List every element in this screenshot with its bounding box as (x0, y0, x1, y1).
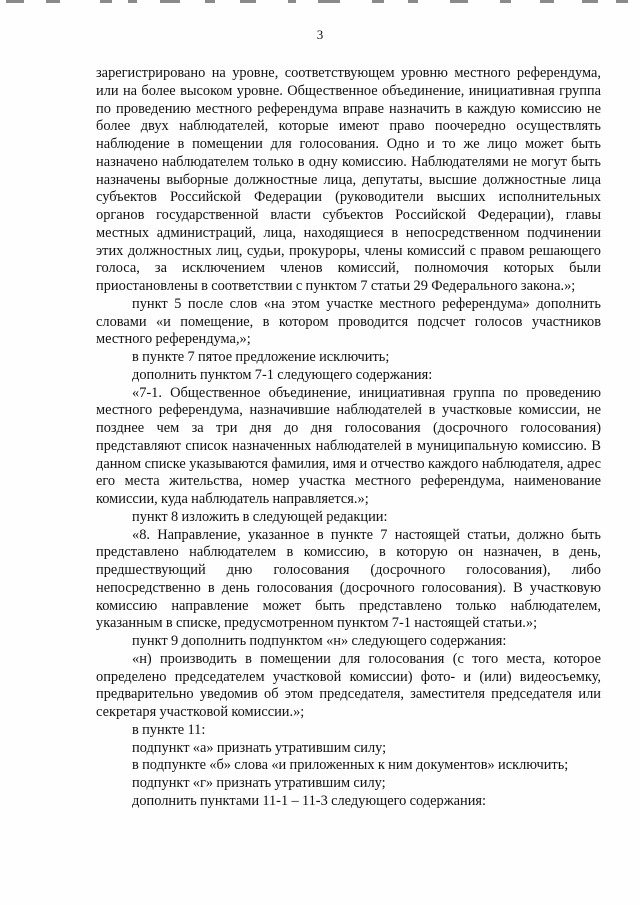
paragraph-add-11: дополнить пунктами 11-1 – 11-3 следующего содержания: (132, 792, 487, 809)
paragraph-item-9: пункт 9 дополнить подпунктом «н» следующего содержания: (132, 633, 507, 649)
paragraph-item-7: в пункте 7 пятое предложение исключить; (132, 349, 390, 365)
paragraph-subitem-g: подпункт «г» признать утратившим силу; (132, 775, 386, 791)
scan-edge-artifact (0, 0, 640, 6)
paragraph-item-5: пункт 5 после слов «на этом участке местного референдума» дополнить словами «и помещение, в котором проводится подсчет голосов участников местного референдума,»; (96, 295, 601, 348)
paragraph-item-11: в пункте 11: (132, 721, 206, 738)
paragraph-subitem-b: в подпункте «б» слова «и приложенных к ним документов» исключить; (132, 757, 569, 774)
paragraph-text-8: «8. Направление, указанное в пункте 7 настоящей статьи, должно быть представлено наблюдателем в комиссию, в которую он назначен, в день, предшествующий дню голосования (досрочного голосования), либо непосредственно в день голосования (досрочного голосования). В участковую комиссию направление может быть представлено только наблюдателем, указанным в списке, предусмотренном пунктом 7-1 настоящей статьи.»; (96, 526, 601, 632)
paragraph-continuation: зарегистрировано на уровне, соответствующем уровню местного референдума, или на более высоком уровне. Общественное объединение, инициативная группа по проведению местного референдума вправе назначить в каждую комиссию не более двух наблюдателей, которые имеют право поочередно осуществлять наблюдение в помещении для голосования. Одно и то же лицо может быть назначено наблюдателем только в одну комиссию. Наблюдателями не могут быть назначены выборные должностные лица, депутаты, высшие должностные лица субъектов Российской Федерации (руководители высших исполнительных органов государственной власти субъектов Российской Федерации), главы местных администраций, лица, находящиеся в непосредственном подчинении этих должностных лиц, судьи, прокуроры, члены комиссий с правом решающего голоса, за исключением членов комиссий, полномочия которых были приостановлены в соответствии с пунктом 7 статьи 29 Федерального закона.»; (96, 65, 601, 294)
paragraph-text-n: «н) производить в помещении для голосования (с того места, которое определено председателем участковой комиссии) фото- и (или) видеосъемку, предварительно уведомив об этом председателя, заместителя председателя или секретаря участковой комиссии.»; (96, 650, 601, 720)
paragraph-item-8: пункт 8 изложить в следующей редакции: (132, 508, 388, 525)
document-body (96, 65, 601, 811)
paragraph-subitem-a: подпункт «а» признать утратившим силу; (132, 739, 387, 756)
paragraph-text-7-1: «7-1. Общественное объединение, инициативная группа по проведению местного референдума, назначившие наблюдателей в участковые комиссии, не позднее чем за три дня до дня голосования (досрочного голосования) представляют список назначенных наблюдателей в муниципальную комиссию. В данном списке указываются фамилия, имя и отчество каждого наблюдателя, адрес его места жительства, номер участка местного референдума, наименование комиссии, куда наблюдатель направляется.»; (96, 384, 601, 507)
page-number: 3 (316, 27, 324, 42)
paragraph-add-7-1: дополнить пунктом 7-1 следующего содержания: (132, 366, 433, 383)
